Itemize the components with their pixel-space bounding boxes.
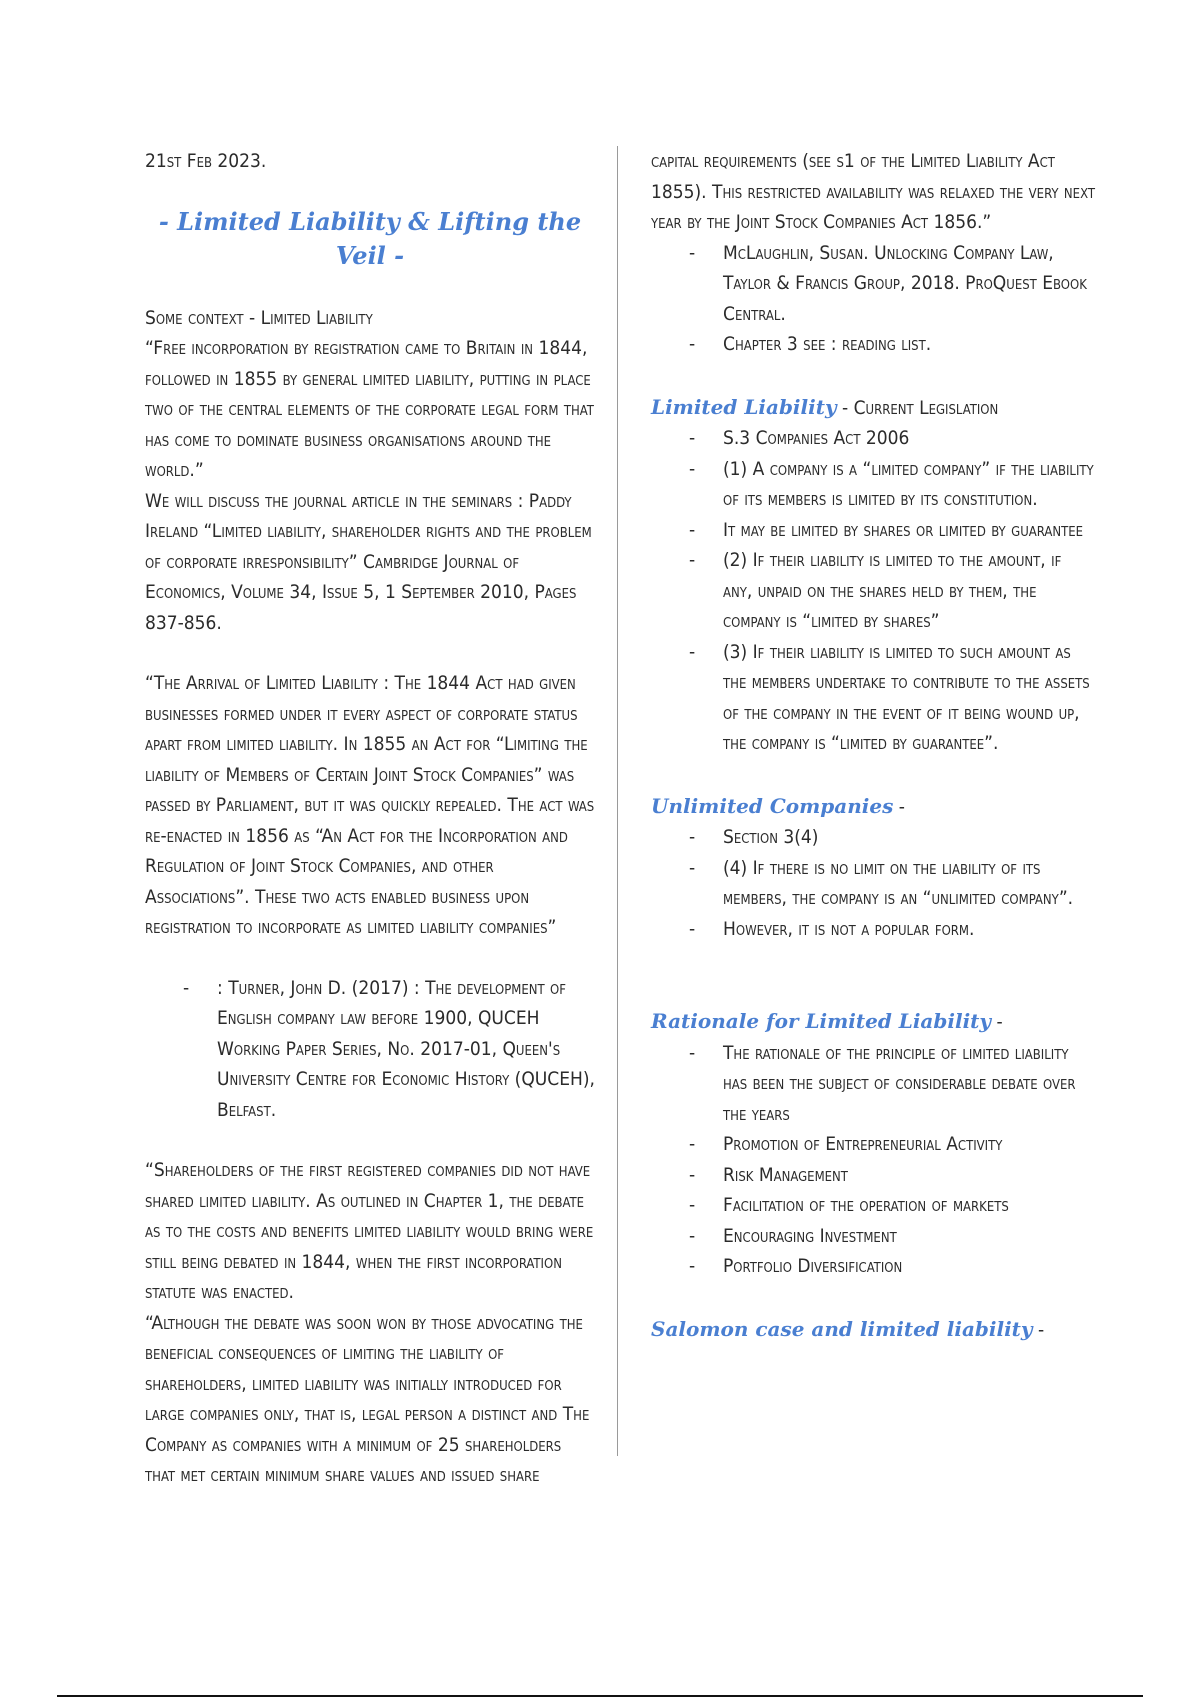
list-item: - Risk Management bbox=[723, 1160, 1096, 1191]
heading-limited-liability: Limited Liability bbox=[651, 394, 837, 419]
list-item: - (3) If their liability is limited to such amount as the members undertake to contribute to the assets of the company in the event of it being wound up, the company is “limited by guarantee”. bbox=[723, 637, 1096, 759]
quote-free-incorporation: “Free incorporation by registration came to Britain in 1844, followed in 1855 by general limited liability, putting in place two of the central elements of the corporate legal form that has come to dominate business organisations around the world.” bbox=[145, 337, 594, 481]
list-item: - It may be limited by shares or limited by guarantee bbox=[723, 515, 1096, 546]
page-bottom-rule bbox=[57, 1695, 1143, 1697]
reference-list-turner bbox=[145, 973, 595, 1126]
reference-turner: - : Turner, John D. (2017) : The development of English company law before 1900, QUCEH Working Paper Series, No. 2017-01, Queen's University Centre for Economic History (QUCEH), Belfast. bbox=[217, 973, 595, 1126]
column-divider bbox=[617, 146, 618, 1456]
list-item: - (1) A company is a “limited company” if the liability of its members is limited by its constitution. bbox=[723, 454, 1096, 515]
section-heading-limited-liability bbox=[651, 392, 1096, 424]
section-heading-unlimited-companies bbox=[651, 791, 1096, 823]
quote-arrival-limited-liability: “The Arrival of Limited Liability : The 1844 Act had given businesses formed under it every aspect of corporate status apart from limited liability. In 1855 an Act for “Limiting the liability of Members of Certain Joint Stock Companies” was passed by Parliament, but it was quickly repealed. The act was re-enacted in 1856 as “An Act for the Incorporation and Regulation of Joint Stock Companies, and other Associations”. These two acts enabled business upon registration to incorporate as limited liability companies” bbox=[145, 672, 595, 938]
right-column bbox=[651, 146, 1096, 1345]
list-item: - However, it is not a popular form. bbox=[723, 914, 1096, 945]
list-item: - S.3 Companies Act 2006 bbox=[723, 423, 1096, 454]
section-heading-salomon bbox=[651, 1314, 1096, 1346]
list-item: - The rationale of the principle of limited liability has been the subject of considerable debate over the years bbox=[723, 1038, 1096, 1130]
quote-debate: “Although the debate was soon won by those advocating the beneficial consequences of limiting the liability of shareholders, limited liability was initially introduced for large companies only, that is, legal person a distinct and The Company as companies with a minimum of 25 shareholders that met certain minimum share values and issued share bbox=[145, 1311, 590, 1486]
section-heading-rationale bbox=[651, 1006, 1096, 1038]
rationale-list bbox=[651, 1038, 1096, 1282]
list-item: - Section 3(4) bbox=[723, 822, 1096, 853]
heading-rationale: Rationale for Limited Liability bbox=[651, 1009, 992, 1033]
heading-suffix: - bbox=[1032, 1318, 1045, 1341]
quote-continuation: capital requirements (see s1 of the Limited Liability Act 1855). This restricted availability was relaxed the very next year by the Joint Stock Companies Act 1856.” bbox=[651, 150, 1095, 233]
list-item: - Portfolio Diversification bbox=[723, 1251, 1096, 1282]
heading-suffix: - bbox=[893, 795, 905, 818]
unlimited-list bbox=[651, 822, 1096, 944]
list-item: - Promotion of Entrepreneurial Activity bbox=[723, 1129, 1096, 1160]
quote-shareholders: “Shareholders of the first registered companies did not have shared limited liability. As outlined in Chapter 1, the debate as to the costs and benefits limited liability would bring were still being debated in 1844, when the first incorporation statute was enacted. bbox=[145, 1159, 594, 1303]
seminar-note: We will discuss the journal article in the seminars : Paddy Ireland “Limited liability, shareholder rights and the problem of corporate irresponsibility” Cambridge Journal of Economics, Volume 34, Issue 5, 1 September 2010, Pages 837-856. bbox=[145, 489, 592, 634]
heading-suffix: - Current Legislation bbox=[836, 396, 999, 419]
heading-salomon: Salomon case and limited liability bbox=[651, 1316, 1033, 1341]
heading-suffix: - bbox=[991, 1011, 1003, 1033]
list-item: - Facilitation of the operation of markets bbox=[723, 1190, 1096, 1221]
context-heading: Some context - Limited Liability bbox=[145, 306, 373, 329]
list-item: - Encouraging Investment bbox=[723, 1221, 1096, 1252]
reference-list-mclaughlin bbox=[651, 238, 1096, 360]
left-column bbox=[145, 146, 595, 1491]
page-title: - Limited Liability & Lifting the Veil - bbox=[158, 206, 582, 270]
reference-item: - McLaughlin, Susan. Unlocking Company Law, Taylor & Francis Group, 2018. ProQuest Ebook Central. bbox=[723, 238, 1096, 330]
heading-unlimited-companies: Unlimited Companies bbox=[651, 793, 894, 818]
date-line: 21st Feb 2023. bbox=[145, 150, 267, 172]
reference-item: - Chapter 3 see : reading list. bbox=[723, 329, 1096, 360]
legislation-list bbox=[651, 423, 1096, 759]
list-item: - (4) If there is no limit on the liability of its members, the company is an “unlimited company”. bbox=[723, 853, 1096, 914]
list-item: - (2) If their liability is limited to the amount, if any, unpaid on the shares held by them, the company is “limited by shares” bbox=[723, 545, 1096, 637]
